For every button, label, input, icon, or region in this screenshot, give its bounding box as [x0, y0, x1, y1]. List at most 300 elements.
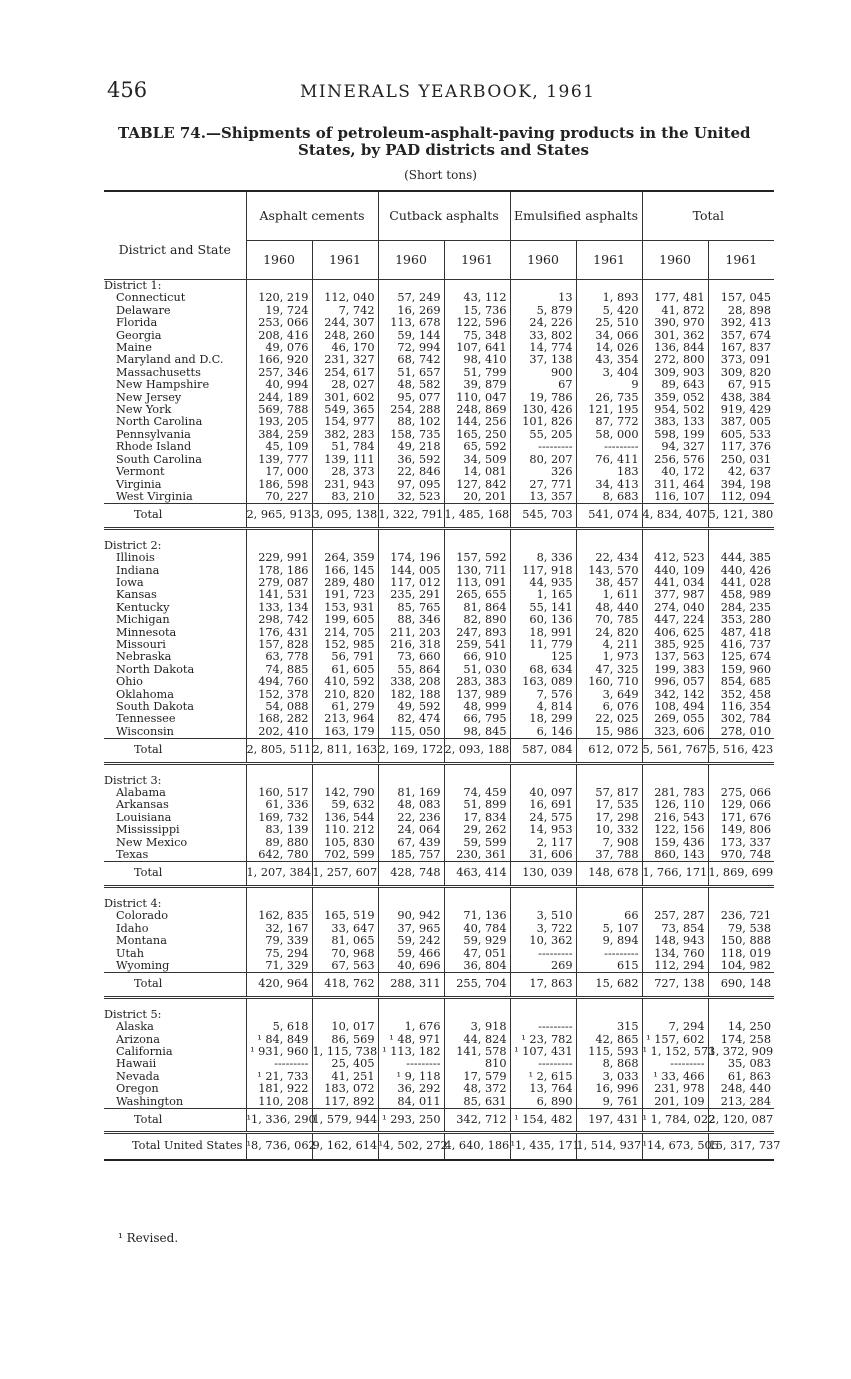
value-cell: 83, 139: [246, 824, 312, 836]
value-cell: 51, 030: [444, 664, 510, 676]
row-label: Tennessee: [116, 712, 176, 726]
value-cell: 165, 519: [312, 910, 378, 922]
table-row: [104, 824, 774, 836]
value-cell: 384, 259: [246, 429, 312, 441]
value-cell: 61, 605: [312, 664, 378, 676]
row-label: Idaho: [116, 921, 149, 935]
value-cell: 6, 076: [576, 701, 642, 713]
value-cell: 28, 898: [708, 305, 774, 317]
value-cell: 17, 863: [510, 973, 576, 997]
table-row: [104, 910, 774, 922]
value-cell: 309, 820: [708, 367, 774, 379]
value-cell: 33, 802: [510, 330, 576, 342]
value-cell: 441, 028: [708, 577, 774, 589]
value-cell: 5, 561, 767: [642, 739, 708, 763]
value-cell: 27, 771: [510, 479, 576, 491]
value-cell: 377, 987: [642, 589, 708, 601]
value-cell: 19, 724: [246, 305, 312, 317]
row-label: Total United States: [104, 1133, 246, 1160]
year-header: 1961: [312, 241, 378, 280]
value-cell: 428, 748: [378, 862, 444, 886]
value-cell: 231, 327: [312, 354, 378, 366]
row-label: Minnesota: [116, 625, 177, 639]
value-cell: 118, 019: [708, 948, 774, 960]
value-cell: 284, 235: [708, 602, 774, 614]
value-cell: 14, 953: [510, 824, 576, 836]
value-cell: 410, 592: [312, 676, 378, 688]
value-cell: 87, 772: [576, 416, 642, 428]
value-cell: 255, 704: [444, 973, 510, 997]
value-cell: 13, 357: [510, 491, 576, 504]
value-cell: 152, 985: [312, 639, 378, 651]
value-cell: 55, 141: [510, 602, 576, 614]
value-cell: 2, 965, 913: [246, 504, 312, 528]
value-cell: 541, 074: [576, 504, 642, 528]
value-cell: ¹ 48, 971: [378, 1034, 444, 1046]
value-cell: 22, 025: [576, 713, 642, 725]
value-cell: 702, 599: [312, 849, 378, 862]
value-cell: 67: [510, 379, 576, 391]
value-cell: 1, 115, 738: [312, 1044, 378, 1058]
district-total-row: [104, 504, 774, 528]
table-caption: [118, 125, 778, 159]
value-cell: 37, 965: [378, 923, 444, 935]
table-row: [104, 726, 774, 739]
table-row: [104, 317, 774, 329]
value-cell: 22, 846: [378, 466, 444, 478]
value-cell: 353, 280: [708, 614, 774, 626]
value-cell: 19, 786: [510, 392, 576, 404]
row-label: West Virginia: [116, 489, 193, 503]
value-cell: 342, 142: [642, 689, 708, 701]
value-cell: 182, 188: [378, 689, 444, 701]
value-cell: 3, 033: [576, 1071, 642, 1083]
value-cell: 45, 109: [246, 441, 312, 453]
value-cell: ¹ 1, 152, 573: [642, 1044, 716, 1058]
value-cell: 44, 935: [510, 577, 576, 589]
value-cell: 55, 864: [378, 664, 444, 676]
value-cell: 22, 434: [576, 552, 642, 564]
value-cell: 14, 774: [510, 342, 576, 354]
caption-line-1: TABLE 74.—Shipments of petroleum-asphalt-paving products in the United: [118, 124, 751, 142]
value-cell: 178, 186: [246, 565, 312, 577]
value-cell: ---------: [642, 1058, 708, 1070]
value-cell: 24, 820: [576, 627, 642, 639]
value-cell: 51, 784: [312, 441, 378, 453]
value-cell: 17, 000: [246, 466, 312, 478]
value-cell: 32, 167: [246, 923, 312, 935]
value-cell: 58, 000: [576, 429, 642, 441]
value-cell: 5, 121, 380: [708, 504, 774, 528]
value-cell: 642, 780: [246, 849, 312, 862]
value-cell: 387, 005: [708, 416, 774, 428]
value-cell: 122, 596: [444, 317, 510, 329]
row-label: South Carolina: [116, 452, 203, 466]
value-cell: 59, 929: [444, 935, 510, 947]
value-cell: 1, 207, 384: [246, 862, 312, 886]
row-label: Iowa: [116, 575, 144, 589]
value-cell: 112, 094: [708, 491, 774, 504]
year-header: 1961: [708, 241, 774, 280]
row-label: North Carolina: [116, 415, 203, 429]
value-cell: 81, 864: [444, 602, 510, 614]
value-cell: 4, 640, 186: [444, 1133, 510, 1160]
value-cell: 545, 703: [510, 504, 576, 528]
value-cell: 14, 250: [708, 1021, 774, 1033]
value-cell: 15, 317, 737: [708, 1133, 774, 1160]
value-cell: 130, 039: [510, 862, 576, 886]
value-cell: 28, 373: [312, 466, 378, 478]
value-cell: 49, 218: [378, 441, 444, 453]
row-label: Maine: [116, 341, 152, 355]
value-cell: 458, 989: [708, 589, 774, 601]
row-label: New Jersey: [116, 390, 182, 404]
value-cell: 81, 065: [312, 935, 378, 947]
value-cell: 406, 625: [642, 627, 708, 639]
value-cell: 269: [510, 960, 576, 973]
value-cell: 549, 365: [312, 404, 378, 416]
row-label: Oklahoma: [116, 687, 174, 701]
value-cell: 137, 989: [444, 689, 510, 701]
value-cell: 9, 894: [576, 935, 642, 947]
value-cell: 587, 084: [510, 739, 576, 763]
value-cell: 418, 762: [312, 973, 378, 997]
value-cell: 173, 337: [708, 837, 774, 849]
value-cell: 66, 910: [444, 651, 510, 663]
value-cell: 1, 257, 607: [312, 862, 378, 886]
value-cell: 257, 287: [642, 910, 708, 922]
district-total-row: [104, 1108, 774, 1132]
value-cell: 301, 362: [642, 330, 708, 342]
value-cell: ¹ 9, 118: [378, 1071, 444, 1083]
value-cell: 139, 111: [312, 454, 378, 466]
value-cell: 72, 994: [378, 342, 444, 354]
value-cell: 32, 523: [378, 491, 444, 504]
value-cell: 61, 279: [312, 701, 378, 713]
row-label: Connecticut: [116, 291, 186, 305]
value-cell: 254, 288: [378, 404, 444, 416]
row-label: New York: [116, 403, 172, 417]
value-cell: 31, 606: [510, 849, 576, 862]
row-label: Alabama: [116, 786, 166, 800]
value-cell: 74, 459: [444, 787, 510, 799]
value-cell: 74, 885: [246, 664, 312, 676]
value-cell: 186, 598: [246, 479, 312, 491]
value-cell: 157, 045: [708, 292, 774, 304]
value-cell: 612, 072: [576, 739, 642, 763]
value-cell: 104, 982: [708, 960, 774, 973]
value-cell: 48, 440: [576, 602, 642, 614]
value-cell: 1, 676: [378, 1021, 444, 1033]
page-number: 456: [107, 78, 148, 102]
value-cell: 34, 066: [576, 330, 642, 342]
row-label: Rhode Island: [116, 440, 192, 454]
row-label: Georgia: [116, 328, 162, 342]
value-cell: 37, 788: [576, 849, 642, 862]
row-label: Louisiana: [116, 810, 172, 824]
table-row: [104, 1096, 774, 1109]
value-cell: 16, 996: [576, 1083, 642, 1095]
value-cell: 229, 991: [246, 552, 312, 564]
value-cell: 153, 931: [312, 602, 378, 614]
value-cell: 373, 091: [708, 354, 774, 366]
value-cell: 75, 294: [246, 948, 312, 960]
value-cell: 163, 089: [510, 676, 576, 688]
table-row: [104, 1083, 774, 1095]
value-cell: 43, 112: [444, 292, 510, 304]
row-label: Total: [104, 504, 246, 528]
row-label: South Dakota: [116, 700, 194, 713]
value-cell: ¹ 293, 250: [378, 1108, 444, 1132]
value-cell: 115, 593: [576, 1046, 642, 1058]
value-cell: 133, 134: [246, 602, 312, 614]
district-label: District 4:: [104, 896, 162, 910]
value-cell: 59, 144: [378, 330, 444, 342]
value-cell: 1, 869, 699: [708, 862, 774, 886]
value-cell: ¹1, 435, 171: [510, 1133, 576, 1160]
table-row: [104, 713, 774, 725]
value-cell: 97, 095: [378, 479, 444, 491]
table-row: [104, 466, 774, 478]
value-cell: 116, 107: [642, 491, 708, 504]
value-cell: 40, 994: [246, 379, 312, 391]
value-cell: ¹ 154, 482: [510, 1108, 576, 1132]
footnote: ¹ Revised.: [118, 1231, 179, 1245]
row-label: Utah: [116, 946, 145, 960]
value-cell: 2, 805, 511: [246, 739, 312, 763]
value-cell: 115, 050: [378, 726, 444, 739]
value-cell: 17, 834: [444, 812, 510, 824]
value-cell: 1, 973: [576, 651, 642, 663]
value-cell: 5, 879: [510, 305, 576, 317]
value-cell: 82, 474: [378, 713, 444, 725]
value-cell: 46, 170: [312, 342, 378, 354]
value-cell: 3, 722: [510, 923, 576, 935]
value-cell: 142, 790: [312, 787, 378, 799]
value-cell: 1, 372, 909: [708, 1044, 774, 1058]
value-cell: ¹14, 673, 505: [642, 1133, 708, 1160]
value-cell: 85, 631: [444, 1096, 510, 1109]
value-cell: 254, 617: [312, 367, 378, 379]
value-cell: 71, 329: [246, 960, 312, 973]
table-row: [104, 1058, 774, 1070]
value-cell: 176, 431: [246, 627, 312, 639]
value-cell: 34, 509: [444, 454, 510, 466]
value-cell: 441, 034: [642, 577, 708, 589]
value-cell: 49, 076: [246, 342, 312, 354]
value-cell: 89, 643: [642, 379, 708, 391]
value-cell: 40, 696: [378, 960, 444, 973]
value-cell: 88, 102: [378, 416, 444, 428]
value-cell: 39, 879: [444, 379, 510, 391]
value-cell: 36, 804: [444, 960, 510, 973]
value-cell: 90, 942: [378, 910, 444, 922]
value-cell: 88, 346: [378, 614, 444, 626]
value-cell: 73, 660: [378, 651, 444, 663]
value-cell: 98, 845: [444, 726, 510, 739]
value-cell: 144, 256: [444, 416, 510, 428]
value-cell: 134, 760: [642, 948, 708, 960]
value-cell: 7, 742: [312, 305, 378, 317]
value-cell: 412, 523: [642, 552, 708, 564]
value-cell: 274, 040: [642, 602, 708, 614]
value-cell: ---------: [576, 948, 642, 960]
value-cell: 1, 165: [510, 589, 576, 601]
value-cell: 37, 138: [510, 354, 576, 366]
value-cell: 139, 777: [246, 454, 312, 466]
value-cell: 970, 748: [708, 849, 774, 862]
value-cell: 11, 779: [510, 639, 576, 651]
value-cell: 18, 991: [510, 627, 576, 639]
value-cell: 338, 208: [378, 676, 444, 688]
value-cell: 141, 531: [246, 589, 312, 601]
value-cell: 137, 563: [642, 651, 708, 663]
row-label: Montana: [116, 934, 167, 948]
value-cell: 116, 354: [708, 701, 774, 713]
value-cell: 66, 795: [444, 713, 510, 725]
value-cell: 59, 632: [312, 799, 378, 811]
value-cell: 51, 657: [378, 367, 444, 379]
value-cell: 24, 575: [510, 812, 576, 824]
shipments-table: [104, 190, 781, 1161]
value-cell: 162, 835: [246, 910, 312, 922]
value-cell: 22, 236: [378, 812, 444, 824]
row-label: Ohio: [116, 675, 143, 689]
value-cell: 141, 578: [444, 1046, 510, 1058]
value-cell: 125, 674: [708, 651, 774, 663]
value-cell: 73, 854: [642, 923, 708, 935]
year-header: 1960: [246, 241, 312, 280]
value-cell: 15, 986: [576, 726, 642, 739]
group-header-emulsified-asphalts: Emulsified asphalts: [510, 191, 642, 241]
value-cell: 244, 189: [246, 392, 312, 404]
value-cell: 298, 742: [246, 614, 312, 626]
value-cell: 76, 411: [576, 454, 642, 466]
table-row: [104, 849, 774, 862]
value-cell: 487, 418: [708, 627, 774, 639]
value-cell: 359, 052: [642, 392, 708, 404]
value-cell: 278, 010: [708, 726, 774, 739]
value-cell: 17, 579: [444, 1071, 510, 1083]
value-cell: 213, 284: [708, 1096, 774, 1109]
value-cell: 41, 251: [312, 1071, 378, 1083]
value-cell: 8, 336: [510, 552, 576, 564]
value-cell: 177, 481: [642, 292, 708, 304]
value-cell: 390, 970: [642, 317, 708, 329]
value-cell: 3, 095, 138: [312, 504, 378, 528]
row-label: Nebraska: [116, 650, 172, 664]
row-label: Missouri: [116, 637, 166, 651]
value-cell: 860, 143: [642, 849, 708, 862]
value-cell: 416, 737: [708, 639, 774, 651]
value-cell: 36, 292: [378, 1083, 444, 1095]
value-cell: 42, 865: [576, 1034, 642, 1046]
value-cell: 120, 219: [246, 292, 312, 304]
table-row: [104, 292, 774, 304]
value-cell: 494, 760: [246, 676, 312, 688]
value-cell: 163, 179: [312, 726, 378, 739]
value-cell: 33, 647: [312, 923, 378, 935]
row-label: Michigan: [116, 613, 170, 627]
running-head: MINERALS YEARBOOK, 1961: [300, 82, 596, 102]
value-cell: 444, 385: [708, 552, 774, 564]
value-cell: 264, 359: [312, 552, 378, 564]
value-cell: 149, 806: [708, 824, 774, 836]
district-total-row: [104, 973, 774, 997]
value-cell: 810: [444, 1058, 510, 1070]
table-body: [104, 279, 781, 1160]
value-cell: 996, 057: [642, 676, 708, 688]
value-cell: 44, 824: [444, 1034, 510, 1046]
table-row: [104, 651, 774, 663]
value-cell: 98, 410: [444, 354, 510, 366]
value-cell: ¹1, 336, 290: [246, 1108, 312, 1132]
value-cell: 1, 514, 937: [576, 1133, 642, 1160]
value-cell: ---------: [510, 441, 576, 453]
value-cell: ---------: [246, 1058, 312, 1070]
group-header-cutback-asphalts: Cutback asphalts: [378, 191, 510, 241]
row-label: Massachusetts: [116, 365, 201, 379]
table-row: [104, 354, 774, 366]
table-row: [104, 1021, 774, 1033]
value-cell: 17, 298: [576, 812, 642, 824]
value-cell: 43, 354: [576, 354, 642, 366]
value-cell: 185, 757: [378, 849, 444, 862]
value-cell: ¹ 84, 849: [246, 1034, 312, 1046]
value-cell: ¹ 157, 602: [642, 1034, 708, 1046]
value-cell: 14, 026: [576, 342, 642, 354]
value-cell: 2, 811, 163: [312, 739, 378, 763]
value-cell: 231, 943: [312, 479, 378, 491]
stub-header: District and State: [104, 191, 246, 280]
value-cell: 7, 576: [510, 689, 576, 701]
value-cell: 152, 378: [246, 689, 312, 701]
value-cell: 65, 592: [444, 441, 510, 453]
value-cell: 9, 162, 614: [312, 1133, 378, 1160]
row-label: Vermont: [116, 465, 165, 479]
row-label: Virginia: [116, 477, 162, 491]
caption-line-2: States, by PAD districts and States: [298, 141, 589, 159]
spacer-row: [104, 528, 774, 540]
value-cell: 24, 064: [378, 824, 444, 836]
row-label: Oregon: [116, 1082, 159, 1096]
value-cell: 385, 925: [642, 639, 708, 651]
value-cell: 48, 372: [444, 1083, 510, 1095]
group-header-asphalt-cements: Asphalt cements: [246, 191, 378, 241]
spacer-row: [104, 763, 774, 775]
value-cell: ---------: [378, 1058, 444, 1070]
value-cell: 136, 544: [312, 812, 378, 824]
row-label: Wyoming: [116, 958, 170, 972]
table-row: [104, 491, 774, 504]
value-cell: 47, 051: [444, 948, 510, 960]
value-cell: 18, 299: [510, 713, 576, 725]
value-cell: 289, 480: [312, 577, 378, 589]
value-cell: 166, 145: [312, 565, 378, 577]
value-cell: ¹ 107, 431: [510, 1046, 576, 1058]
value-cell: 288, 311: [378, 973, 444, 997]
value-cell: 214, 705: [312, 627, 378, 639]
row-label: Kentucky: [116, 600, 170, 614]
value-cell: 7, 294: [642, 1021, 708, 1033]
value-cell: 275, 066: [708, 787, 774, 799]
table-row: [104, 441, 774, 453]
value-cell: 3, 510: [510, 910, 576, 922]
value-cell: 143, 570: [576, 565, 642, 577]
value-cell: 107, 641: [444, 342, 510, 354]
value-cell: 70, 785: [576, 614, 642, 626]
row-label: Texas: [116, 848, 149, 862]
